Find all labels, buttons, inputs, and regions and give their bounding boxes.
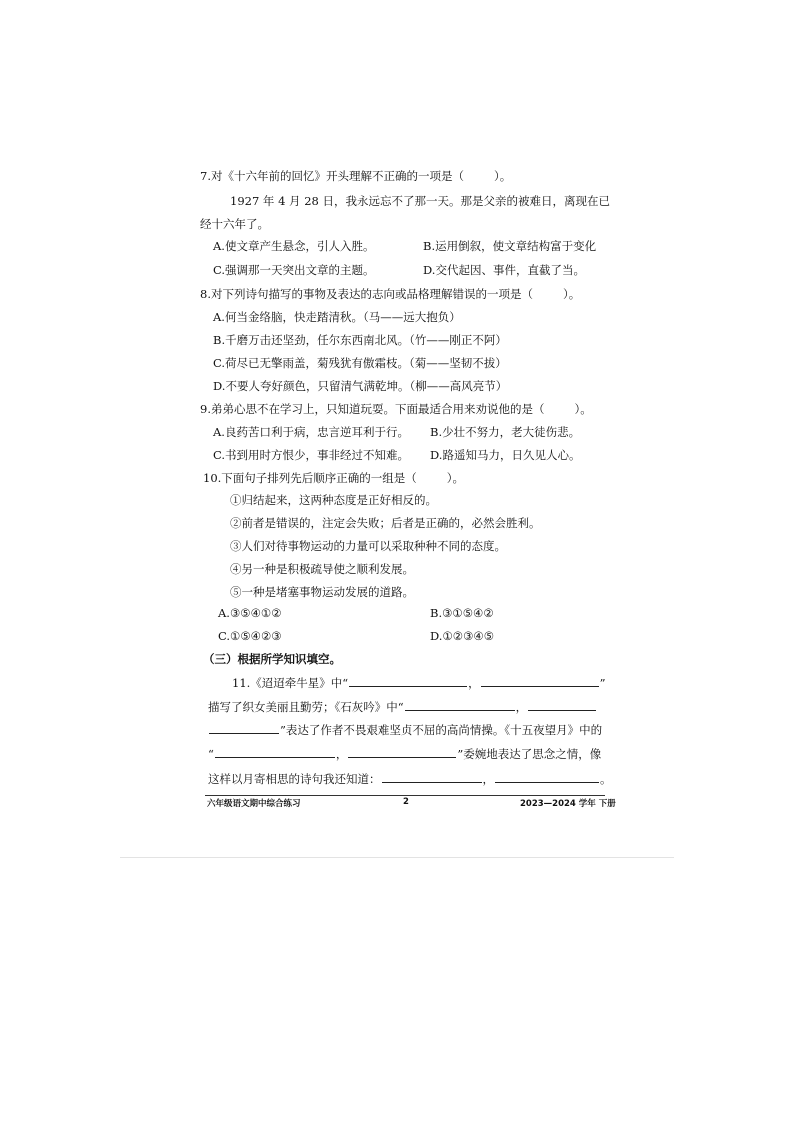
q11-comma: ， xyxy=(515,700,528,714)
q7-stem-end: ）。 xyxy=(493,169,512,183)
q10-stem-end: ）。 xyxy=(446,471,465,485)
q11-blank-6[interactable] xyxy=(348,745,456,758)
q11-comma: ， xyxy=(468,676,480,690)
q7-passage-line2: 经十六年了。 xyxy=(200,217,269,231)
footer-left: 六年级语文期中综合练习 xyxy=(207,799,301,809)
section-3-title: （三）根据所学知识填空。 xyxy=(203,652,341,666)
footer-page-number: 2 xyxy=(403,797,409,807)
q11-text-1: 11.《迢迢牵牛星》中“ xyxy=(232,676,349,690)
q9-option-b: B.少壮不努力，老大徒伤悲。 xyxy=(430,425,581,439)
q11-blank-5[interactable] xyxy=(215,745,335,758)
q9-option-c: C.书到用时方恨少，事非经过不知难。 xyxy=(213,448,410,462)
q11-blank-3[interactable] xyxy=(405,698,515,711)
q11-line4 xyxy=(208,745,601,762)
q7-option-d: D.交代起因、事件，直截了当。 xyxy=(423,263,585,277)
q10-sentence-5: ⑤一种是堵塞事物运动发展的道路。 xyxy=(230,585,414,599)
q10-stem xyxy=(203,470,464,486)
q10-option-c: C.①⑤④②③ xyxy=(218,629,282,643)
q11-blank-1[interactable] xyxy=(349,674,467,687)
q7-option-b: B.运用倒叙，使文章结构富于变化 xyxy=(423,239,597,253)
q7-stem xyxy=(200,168,511,184)
q10-sentence-4: ④另一种是积极疏导使之顺利发展。 xyxy=(230,562,414,576)
q11-open-quote: “ xyxy=(208,747,214,761)
q11-text-2: 描写了织女美丽且勤劳；《石灰吟》中“ xyxy=(208,700,404,714)
q8-option-a: A.何当金络脑，快走踏清秋。（马——远大抱负） xyxy=(213,310,461,324)
q8-stem-text: 8.对下列诗句描写的事物及表达的志向或品格理解错误的一项是（ xyxy=(200,287,533,301)
q11-text-5: 这样以月寄相思的诗句我还知道： xyxy=(208,772,381,786)
q9-stem-end: ）。 xyxy=(574,402,592,416)
q10-option-b: B.③①⑤④② xyxy=(430,606,494,620)
q8-option-b: B.千磨万击还坚劲，任尔东西南北风。（竹——刚正不阿） xyxy=(213,333,507,347)
q11-blank-4a[interactable] xyxy=(528,698,596,711)
footer-right: 2023—2024 学年 下册 xyxy=(520,799,616,809)
q11-line3 xyxy=(208,721,602,738)
q10-option-d: D.①②③④⑤ xyxy=(430,629,495,643)
q11-quote-end: ” xyxy=(599,676,606,690)
q11-comma: ， xyxy=(482,772,494,786)
q10-sentence-3: ③人们对待事物运动的力量可以采取种种不同的态度。 xyxy=(230,539,506,553)
q10-option-a: A.③⑤④①② xyxy=(218,606,282,620)
q11-blank-4b[interactable] xyxy=(209,721,279,734)
q10-sentence-1: ①归结起来，这两种态度是正好相反的。 xyxy=(230,493,437,507)
q9-option-a: A.良药苦口利于病，忠言逆耳利于行。 xyxy=(213,425,409,439)
q11-comma: ， xyxy=(335,747,348,761)
q11-blank-7[interactable] xyxy=(382,770,482,783)
q9-stem xyxy=(200,401,592,417)
q8-stem xyxy=(200,286,580,302)
q11-blank-8[interactable] xyxy=(495,770,599,783)
q8-option-c: C.荷尽已无擎雨盖，菊残犹有傲霜枝。（菊——坚韧不拔） xyxy=(213,356,507,370)
q11-line1 xyxy=(232,674,606,691)
q11-text-3: ”表达了作者不畏艰难坚贞不屈的高尚情操。《十五夜望月》中的 xyxy=(280,723,603,737)
q11-period: 。 xyxy=(600,772,612,786)
q8-stem-end: ）。 xyxy=(562,287,581,301)
q7-stem-text: 7.对《十六年前的回忆》开头理解不正确的一项是（ xyxy=(200,169,464,183)
q11-blank-2[interactable] xyxy=(481,674,599,687)
q8-option-d: D.不要人夸好颜色，只留清气满乾坤。（柳——高风亮节） xyxy=(213,379,508,393)
q9-stem-text: 9.弟弟心思不在学习上，只知道玩耍。下面最适合用来劝说他的是（ xyxy=(200,402,545,416)
q10-sentence-2: ②前者是错误的，注定会失败；后者是正确的，必然会胜利。 xyxy=(230,516,541,530)
q7-option-c: C.强调那一天突出文章的主题。 xyxy=(213,263,375,277)
q11-line5 xyxy=(208,770,612,787)
q11-line2 xyxy=(208,698,597,715)
q7-passage-line1: 1927 年 4 月 28 日，我永远忘不了那一天。那是父亲的被难日，离现在已 xyxy=(230,194,610,208)
q11-text-4: ”委婉地表达了思念之情，像 xyxy=(457,747,602,761)
q10-stem-text: 10.下面句子排列先后顺序正确的一组是（ xyxy=(203,471,417,485)
page-bottom-divider xyxy=(120,857,674,858)
q7-option-a: A.使文章产生悬念，引人入胜。 xyxy=(213,239,375,253)
q9-option-d: D.路遥知马力，日久见人心。 xyxy=(430,448,581,462)
footer-divider xyxy=(205,795,605,796)
